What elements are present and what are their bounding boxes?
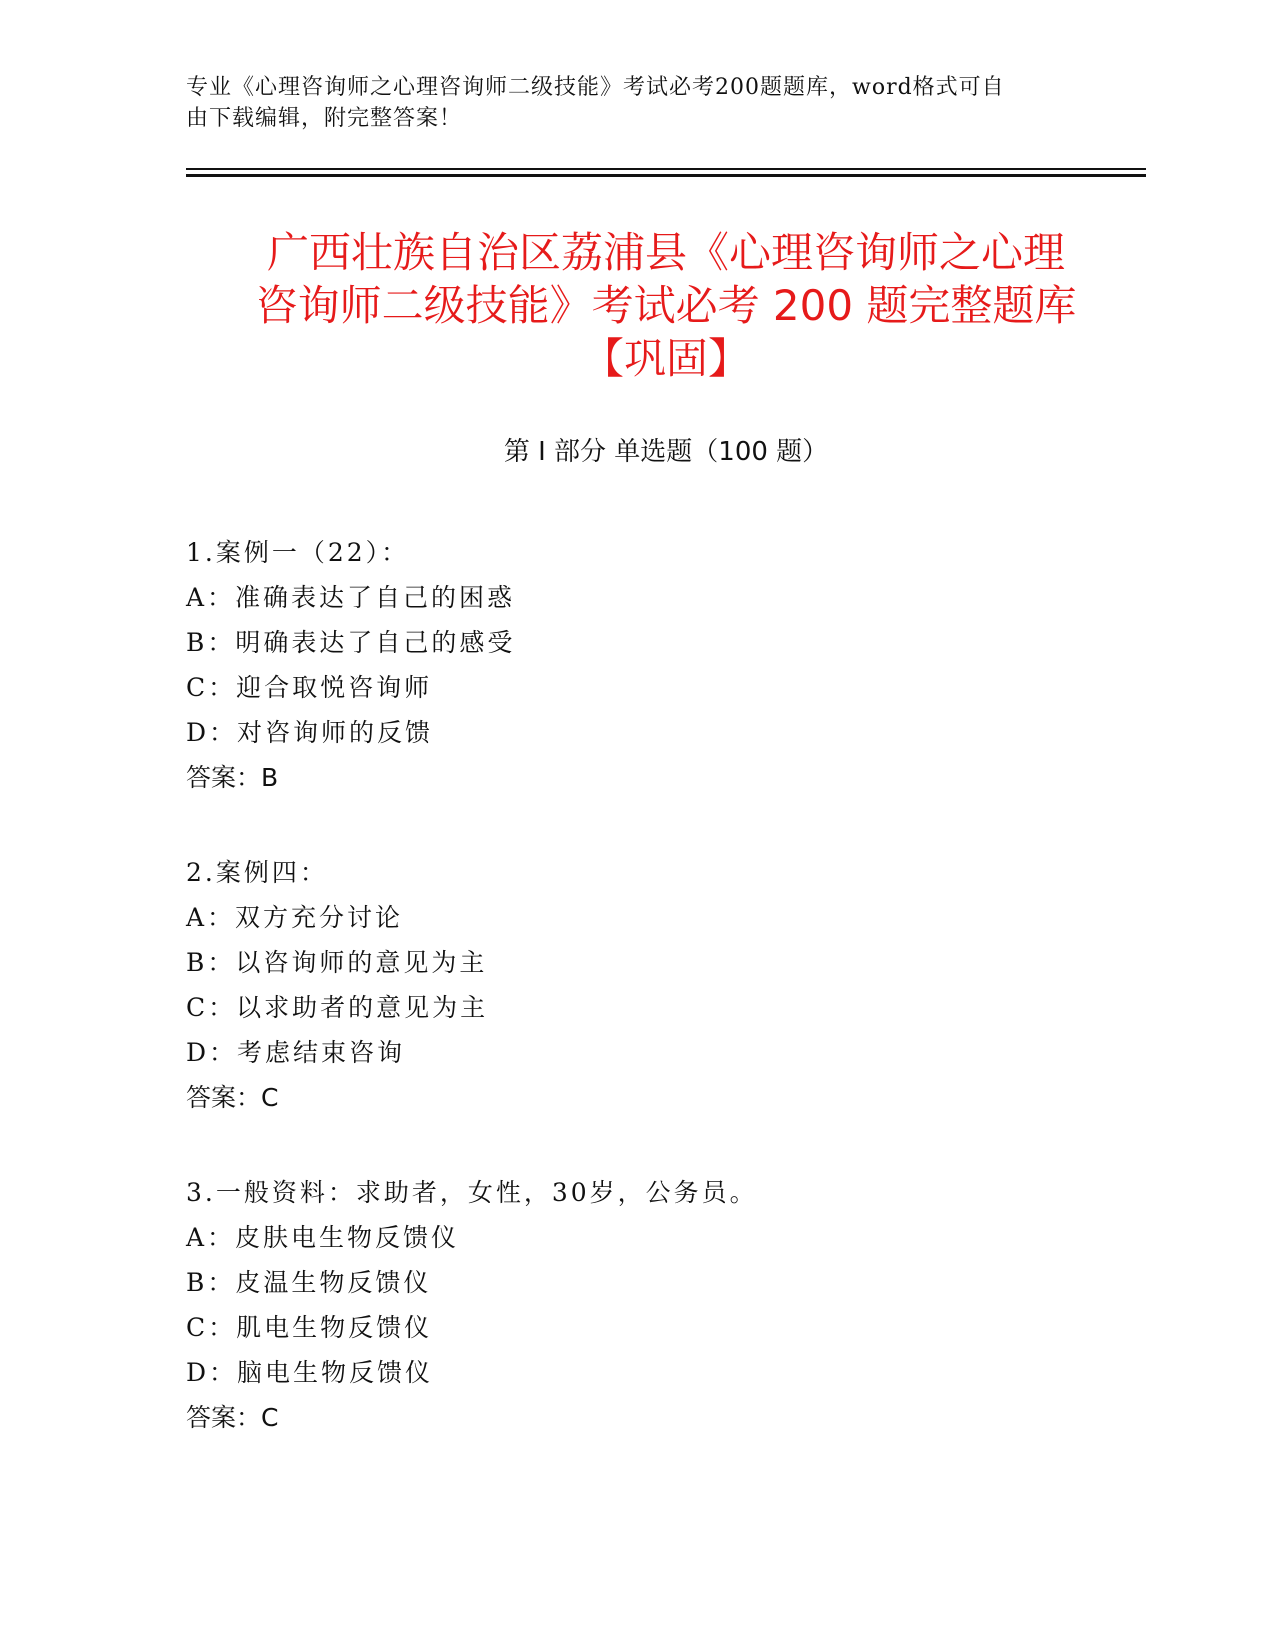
- option-b: B：明确表达了自己的感受: [186, 628, 516, 657]
- header-rule-thin: [186, 168, 1146, 170]
- question-1: [186, 530, 1146, 800]
- document-title-line-1: 广西壮族自治区荔浦县《心理咨询师之心理: [266, 228, 1065, 277]
- question-list: [186, 530, 1146, 1490]
- option-a: A：皮肤电生物反馈仪: [186, 1223, 460, 1252]
- option-b: B：皮温生物反馈仪: [186, 1268, 432, 1297]
- option-c: C：以求助者的意见为主: [186, 993, 489, 1022]
- header-note: [186, 72, 1066, 134]
- question-2: [186, 850, 1146, 1120]
- option-c: C：迎合取悦咨询师: [186, 673, 433, 702]
- option-a: A：准确表达了自己的困惑: [186, 583, 516, 612]
- option-b: B：以咨询师的意见为主: [186, 948, 488, 977]
- option-d: D：对咨询师的反馈: [186, 718, 434, 747]
- document-title: [186, 226, 1146, 385]
- question-stem: 2.案例四：: [186, 858, 328, 887]
- header-note-line-1: 专业《心理咨询师之心理咨询师二级技能》考试必考200题题库，word格式可自: [186, 75, 1005, 100]
- option-c: C：肌电生物反馈仪: [186, 1313, 433, 1342]
- answer: 答案：B: [186, 763, 279, 792]
- answer: 答案：C: [186, 1083, 279, 1112]
- section-heading: 第 I 部分 单选题（100 题）: [503, 437, 829, 467]
- option-d: D：脑电生物反馈仪: [186, 1358, 434, 1387]
- question-3: [186, 1170, 1146, 1440]
- header-note-line-2: 由下载编辑，附完整答案！: [186, 106, 463, 131]
- option-d: D：考虑结束咨询: [186, 1038, 406, 1067]
- question-stem: 1.案例一（22）：: [186, 538, 410, 567]
- document-title-line-3: 【巩固】: [581, 334, 750, 383]
- header-rule-thick: [186, 174, 1146, 177]
- document-title-line-2: 咨询师二级技能》考试必考 200 题完整题库: [255, 281, 1077, 330]
- option-a: A：双方充分讨论: [186, 903, 404, 932]
- answer: 答案：C: [186, 1403, 279, 1432]
- question-stem: 3.一般资料：求助者，女性，30岁，公务员。: [186, 1178, 758, 1207]
